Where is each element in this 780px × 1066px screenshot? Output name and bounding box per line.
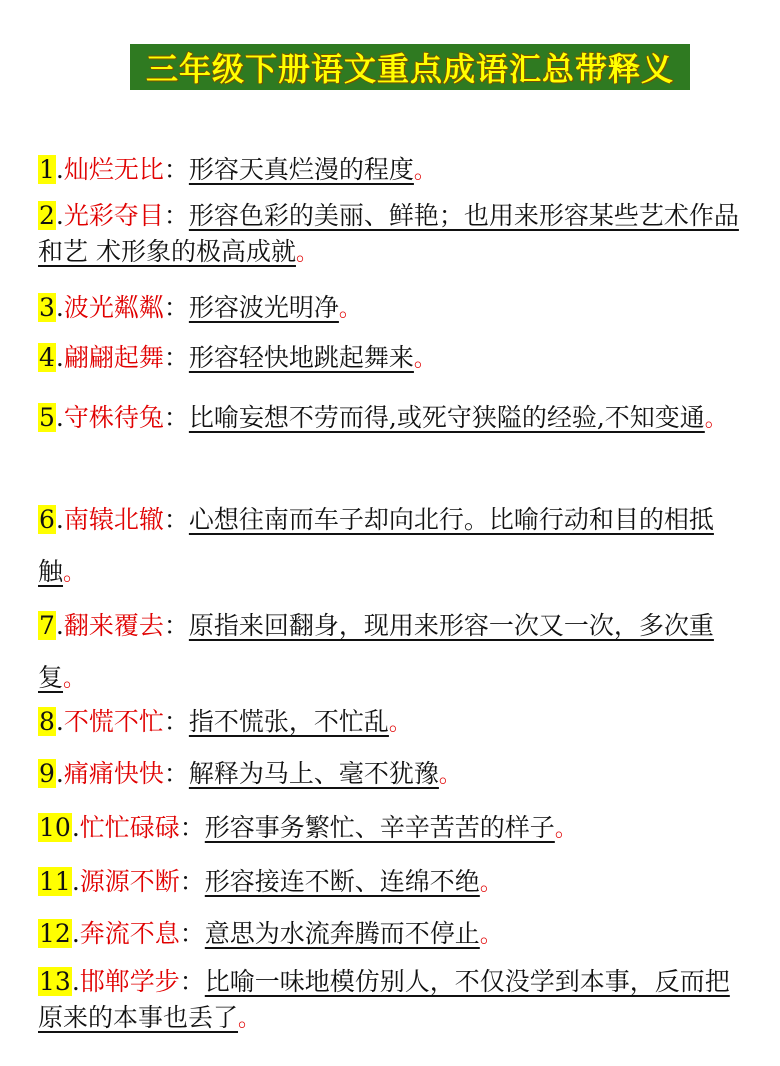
- entry-number: 10: [39, 813, 71, 842]
- idiom-term: 不慌不忙: [63, 707, 164, 736]
- colon: ：: [163, 759, 189, 788]
- end-mark: 。: [413, 159, 436, 184]
- idiom-definition: 比喻妄想不劳而得,或死守狭隘的经验,不知变通: [188, 403, 705, 432]
- idiom-definition: 解释为马上、毫不犹豫: [188, 759, 439, 788]
- colon: ：: [163, 293, 189, 322]
- list-item: [38, 392, 750, 446]
- end-mark: 。: [238, 1007, 261, 1032]
- entry-number: 6: [39, 505, 55, 534]
- colon: ：: [163, 707, 189, 736]
- list-item: [38, 290, 750, 328]
- end-mark: 。: [388, 711, 411, 736]
- number-dot: .: [55, 611, 64, 640]
- list-item: [38, 810, 750, 848]
- entry-number: 8: [39, 707, 55, 736]
- idiom-definition: 形容接连不断、连绵不绝: [204, 867, 480, 896]
- idiom-term: 翻来覆去: [63, 611, 164, 640]
- idiom-definition: 指不慌张，不忙乱: [188, 707, 389, 736]
- list-item: [38, 494, 750, 600]
- end-mark: 。: [479, 871, 502, 896]
- idiom-definition: 形容波光明净: [188, 293, 339, 322]
- end-mark: 。: [63, 561, 86, 586]
- list-item: [38, 864, 750, 902]
- page-title: 三年级下册语文重点成语汇总带释义: [145, 50, 674, 88]
- entry-number: 12: [39, 919, 71, 948]
- entry-number: 9: [39, 759, 55, 788]
- list-item: [38, 152, 750, 190]
- idiom-definition: 原指来回翻身，现用来形容一次又一次，多次重复: [38, 611, 714, 692]
- colon: ：: [179, 867, 205, 896]
- idiom-definition: 形容色彩的美丽、鲜艳；也用来形容某些艺术作品和艺 术形象的极高成就: [38, 201, 739, 266]
- entry-number: 2: [39, 201, 55, 230]
- idiom-definition: 形容轻快地跳起舞来: [188, 343, 414, 372]
- number-dot: .: [55, 201, 64, 230]
- number-dot: .: [55, 759, 64, 788]
- end-mark: 。: [704, 407, 727, 432]
- entry-number: 4: [39, 343, 55, 372]
- idiom-definition: 比喻一味地模仿别人，不仅没学到本事，反而把原来的本事也丢了: [38, 967, 730, 1032]
- idiom-definition: 意思为水流奔腾而不停止: [204, 919, 480, 948]
- colon: ：: [163, 611, 189, 640]
- number-dot: .: [55, 155, 64, 184]
- number-dot: .: [55, 293, 64, 322]
- colon: ：: [163, 343, 189, 372]
- colon: ：: [163, 201, 189, 230]
- idiom-term: 南辕北辙: [63, 505, 164, 534]
- idiom-definition: 形容天真烂漫的程度: [188, 155, 414, 184]
- colon: ：: [163, 403, 189, 432]
- idiom-term: 守株待兔: [63, 403, 164, 432]
- entry-number: 13: [39, 967, 71, 996]
- idiom-term: 光彩夺目: [63, 201, 164, 230]
- number-dot: .: [71, 813, 80, 842]
- entry-number: 1: [39, 155, 55, 184]
- idiom-term: 波光粼粼: [63, 293, 164, 322]
- idiom-term: 翩翩起舞: [63, 343, 164, 372]
- colon: ：: [179, 967, 205, 996]
- number-dot: .: [71, 867, 80, 896]
- end-mark: 。: [479, 923, 502, 948]
- number-dot: .: [55, 343, 64, 372]
- entry-number: 3: [39, 293, 55, 322]
- colon: ：: [179, 919, 205, 948]
- end-mark: 。: [413, 347, 436, 372]
- idiom-term: 忙忙碌碌: [79, 813, 180, 842]
- entry-number: 11: [39, 867, 71, 896]
- list-item: [38, 916, 750, 954]
- end-mark: 。: [295, 241, 318, 266]
- entry-number: 5: [39, 403, 55, 432]
- title-banner: [130, 44, 690, 90]
- colon: ：: [179, 813, 205, 842]
- number-dot: .: [71, 967, 80, 996]
- list-item: [38, 704, 750, 742]
- idiom-term: 邯郸学步: [79, 967, 180, 996]
- end-mark: 。: [63, 667, 86, 692]
- idiom-definition: 心想往南而车子却向北行。比喻行动和目的相抵触: [38, 505, 714, 586]
- colon: ：: [163, 505, 189, 534]
- idiom-term: 奔流不息: [79, 919, 180, 948]
- number-dot: .: [55, 707, 64, 736]
- list-item: [38, 756, 750, 794]
- list-item: [38, 964, 750, 1038]
- end-mark: 。: [438, 763, 461, 788]
- list-item: [38, 340, 750, 378]
- number-dot: .: [71, 919, 80, 948]
- idiom-definition: 形容事务繁忙、辛辛苦苦的样子: [204, 813, 555, 842]
- idiom-term: 痛痛快快: [63, 759, 164, 788]
- end-mark: 。: [338, 297, 361, 322]
- idiom-term: 源源不断: [79, 867, 180, 896]
- number-dot: .: [55, 505, 64, 534]
- idiom-term: 灿烂无比: [63, 155, 164, 184]
- colon: ：: [163, 155, 189, 184]
- end-mark: 。: [554, 817, 577, 842]
- list-item: [38, 198, 750, 272]
- number-dot: .: [55, 403, 64, 432]
- entry-number: 7: [39, 611, 55, 640]
- list-item: [38, 600, 750, 706]
